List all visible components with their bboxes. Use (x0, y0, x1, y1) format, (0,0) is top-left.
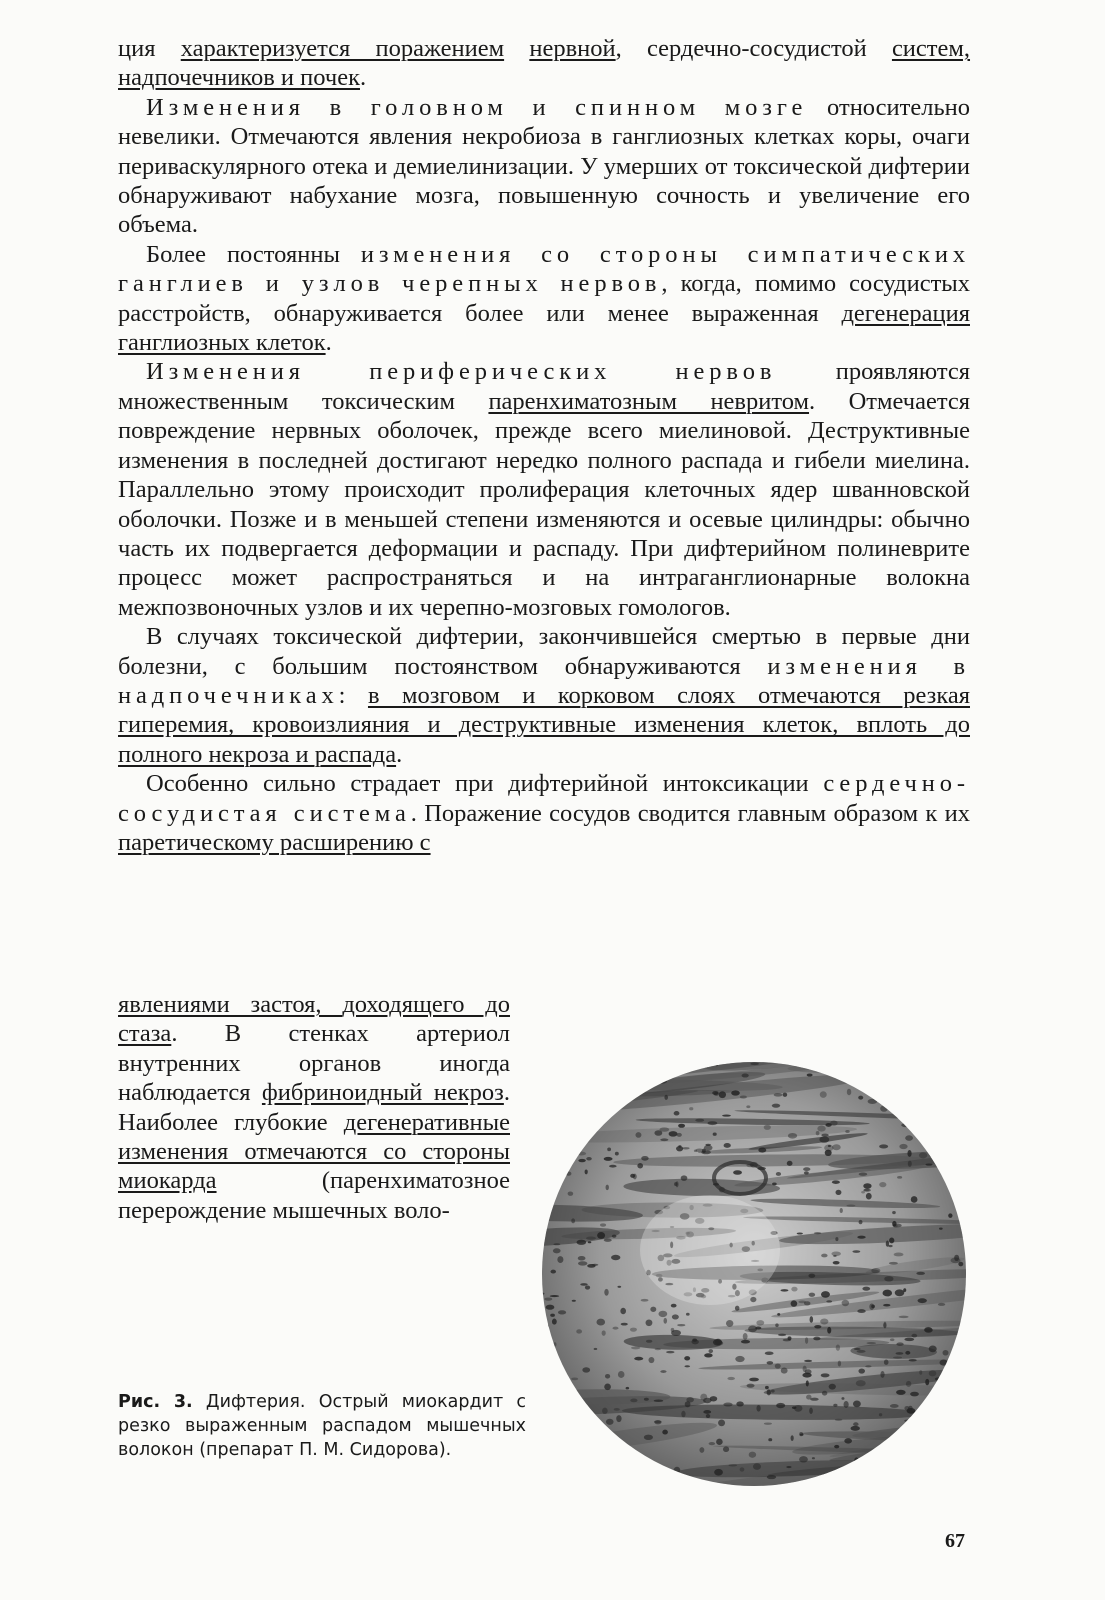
micrograph-image (540, 1060, 968, 1488)
page-number: 67 (945, 1530, 965, 1552)
spaced-emphasis: изменения в надпочечниках (118, 652, 970, 709)
underlined-text: дегенерация ганглиозных клеток (118, 299, 970, 357)
text-run: . В стенках артериол внутренних органов иногда наблюдается (118, 1020, 510, 1107)
underlined-text: систем, надпочечников и почек (118, 35, 971, 92)
caption-text: Дифтерия. Острый миокардит с резко выраженным распадом мышечных волокон (препарат П. М. Сидорова). (118, 1392, 527, 1460)
underlined-text: паретическому расширению с (118, 828, 431, 856)
text-run: В случаях токсической дифтерии, закончившейся смертью в первые дни болезни, с большим постоянством обнаруживаются (118, 623, 970, 680)
text-run: , когда, помимо сосудистых расстройств, обнаруживается более или менее выраженная (118, 270, 970, 327)
micrograph-figure (540, 1060, 968, 1488)
paragraph (118, 622, 970, 769)
text-run: (паренхиматозное перерождение мышечных воло- (118, 1167, 510, 1224)
text-run: : (338, 681, 368, 709)
paragraph (118, 240, 970, 358)
underlined-text: доходящего до стаза (118, 991, 510, 1048)
paragraph (118, 93, 970, 240)
text-run: Более постоянны (146, 240, 361, 268)
text-run (504, 35, 529, 62)
underlined-text: дегенеративные изменения отмечаются со стороны миокарда (118, 1108, 510, 1195)
text-run: . Поражение сосудов сводится главным образом к их (410, 799, 970, 827)
text-run: . (359, 64, 367, 92)
spaced-emphasis: Изменения в головном и спинном мозге (146, 93, 808, 121)
paragraph (118, 357, 970, 622)
underlined-text: фибриноидный некроз (261, 1079, 504, 1107)
main-text (118, 34, 970, 857)
underlined-text: характеризуется поражением (180, 35, 505, 62)
underlined-text: явлениями застоя, (118, 991, 343, 1018)
caption-label: Рис. 3. (118, 1392, 193, 1412)
paragraph (118, 34, 970, 93)
underlined-text: в мозговом и корковом слоях отмечаются резкая гиперемия, кровоизлияния и деструктивные изменения клеток, вплоть до полного некроза и распада (118, 681, 970, 768)
text-run: Особенно сильно страдает при дифтерийной интоксикации (146, 770, 824, 798)
text-run: ция (118, 35, 181, 62)
text-run: проявляются множественным токсическим (118, 358, 970, 415)
paragraph (118, 769, 970, 857)
underlined-text: паренхиматозным невритом (488, 387, 810, 415)
text-run: . Отмечается повреждение нервных оболочек, прежде всего миелиновой. Деструктивные изменения в последней достигают нередко полного распада и гибели миелина. Параллельно этому происходит пролиферация клеточных ядер шванновской оболочки. Позже и в меньшей степени изменяются и осевые цилиндры: обычно часть их подвергается деформации и распаду. При дифтерийном полиневрите процесс может распространяться и на интраганглионарные волокна межпозвоночных узлов и их черепно-мозговых гомологов. (118, 387, 970, 621)
wrapped-paragraph (118, 990, 510, 1225)
figure-caption (118, 1390, 526, 1462)
text-run: , сердечно-сосудистой (615, 35, 892, 62)
text-run: . (325, 329, 332, 357)
spaced-emphasis: Изменения периферических нервов (146, 358, 777, 386)
text-run: относительно невелики. Отмечаются явления некробиоза в ганглиозных клетках коры, очаги периваскулярного отека и демиелинизации. У умерших от токсической дифтерии обнаруживают набухание мозга, повышенную сочность и увеличение его объема. (118, 93, 970, 239)
underlined-text: нервной (529, 35, 616, 62)
spaced-emphasis: сердечно-сосудистая система (118, 770, 970, 827)
text-run: . Наиболее глубокие (118, 1079, 510, 1136)
spaced-emphasis: изменения со стороны симпатических ганглиев и узлов черепных нервов (118, 240, 970, 298)
text-run: . (396, 740, 403, 768)
